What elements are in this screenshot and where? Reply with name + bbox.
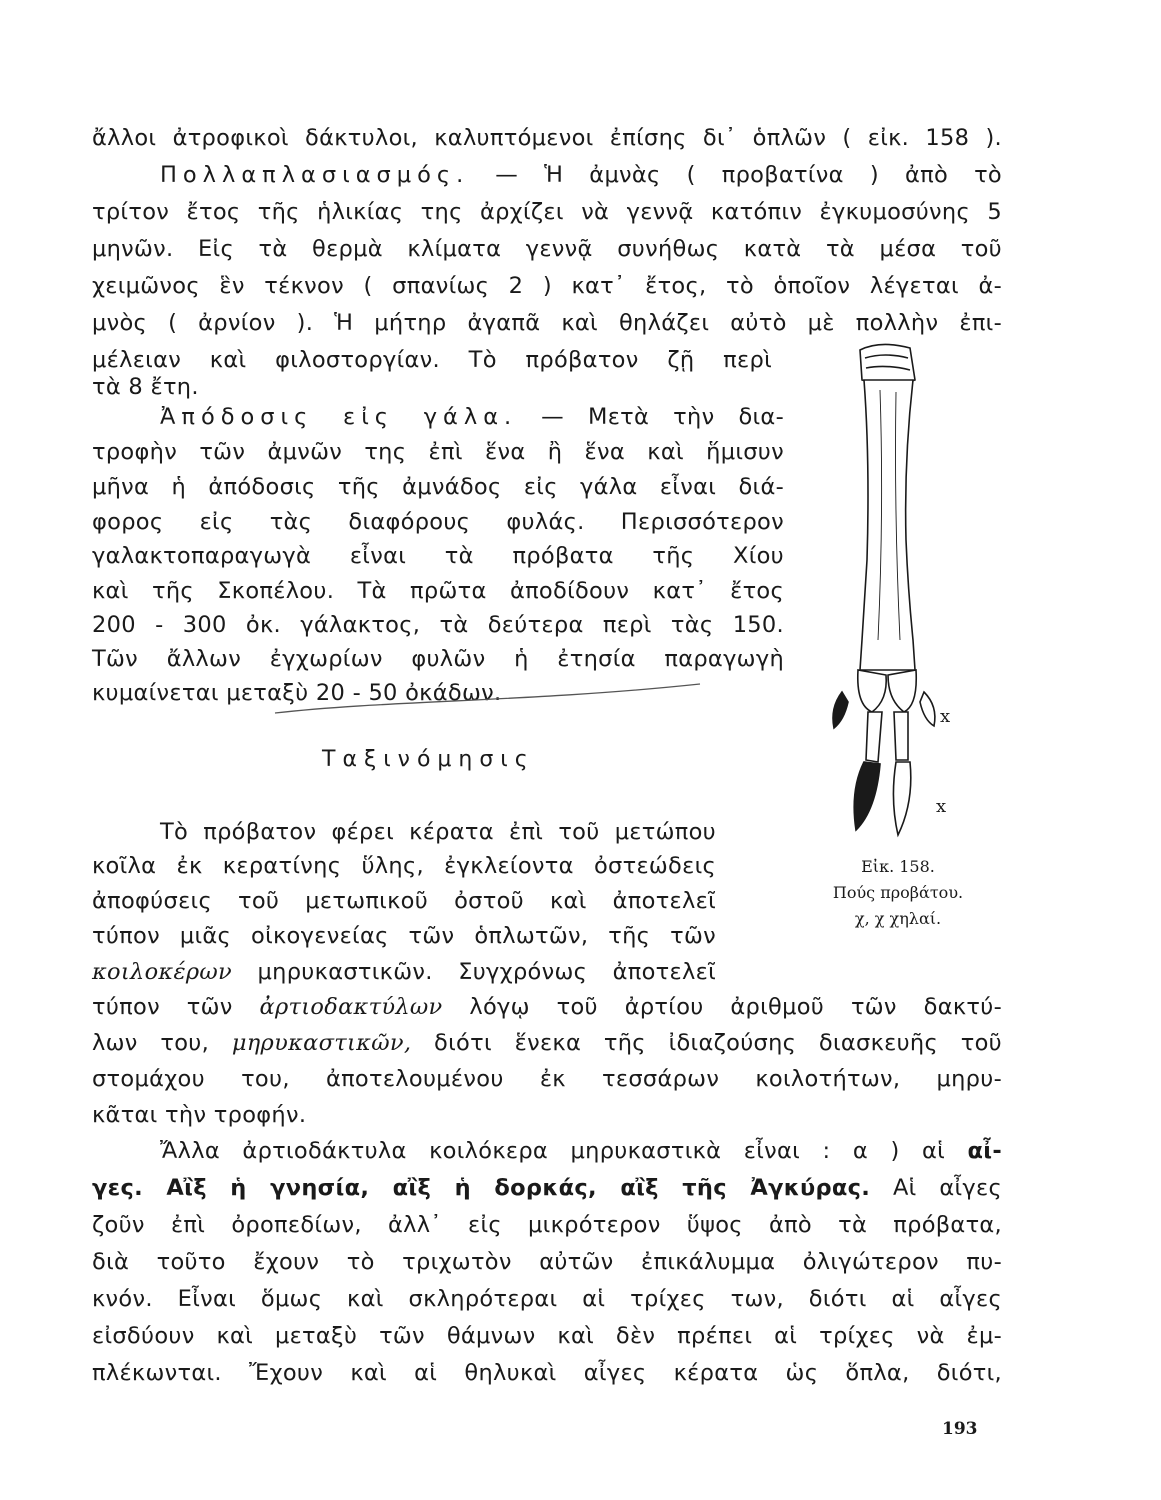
figure-mark-lower: x [936, 796, 947, 817]
text-line: τὰ 8 ἔτη. [92, 374, 199, 400]
text-line: μνὸς ( ἀρνίον ). Ἡ μήτηρ ἀγαπᾶ καὶ θηλάζει αὐτὸ μὲ πολλὴν ἐπι- [92, 310, 1002, 336]
italic-term: μηρυκαστικῶν, [231, 1030, 412, 1056]
italic-term: κοιλοκέρων [92, 959, 233, 985]
text-line: πλέκωνται. Ἔχουν καὶ αἱ θηλυκαὶ αἶγες κέρατα ὡς ὅπλα, διότι, [92, 1360, 1002, 1386]
text-run: λων του, [92, 1030, 232, 1056]
text-line: ἀποφύσεις τοῦ μετωπικοῦ ὀστοῦ καὶ ἀποτελεῖ [92, 888, 716, 914]
text-run: λόγῳ τοῦ ἀρτίου ἀριθμοῦ τῶν δακτύ- [442, 994, 1002, 1020]
text-line: τροφὴν τῶν ἀμνῶν της ἐπὶ ἕνα ἢ ἕνα καὶ ἥμισυν [92, 439, 784, 465]
text-line [160, 1136, 1002, 1166]
figure-caption-legend: χ, χ χηλαί. [854, 909, 942, 928]
text-run: Αἱ αἶγες [870, 1175, 1002, 1201]
text-line: γαλακτοπαραγωγὰ εἶναι τὰ πρόβατα τῆς Χίου [92, 543, 784, 569]
text-line: μηνῶν. Εἰς τὰ θερμὰ κλίματα γεννᾷ συνήθως κατὰ τὰ μέσα τοῦ [92, 236, 1002, 262]
text-line [160, 160, 1002, 190]
figure-caption-number: Εἰκ. 158. [861, 857, 935, 876]
section-title-multiplication: Πολλαπλασιασμός. [160, 162, 470, 188]
text-line: διὰ τοῦτο ἔχουν τὸ τριχωτὸν αὐτῶν ἐπικάλυμμα ὀλιγώτερον πυ- [92, 1249, 1002, 1275]
sheep-foot-illustration [820, 340, 980, 840]
text-run: μηρυκαστικῶν. Συγχρόνως ἀποτελεῖ [232, 959, 716, 985]
text-line: Τῶν ἄλλων ἐγχωρίων φυλῶν ἡ ἐτησία παραγωγὴ [92, 646, 784, 672]
text-line: τρίτον ἔτος τῆς ἡλικίας της ἀρχίζει νὰ γεννᾷ κατόπιν ἐγκυμοσύνης 5 [92, 199, 1002, 225]
text-line: εἰσδύουν καὶ μεταξὺ τῶν θάμνων καὶ δὲν πρέπει αἱ τρίχες νὰ ἐμ- [92, 1323, 1002, 1349]
text-line: κᾶται τὴν τροφήν. [92, 1102, 307, 1128]
text-line: Τὸ πρόβατον φέρει κέρατα ἐπὶ τοῦ μετώπου [160, 819, 716, 845]
italic-term: ἀρτιοδακτύλων [259, 994, 443, 1020]
text-line [92, 1173, 1002, 1203]
figure-caption-title: Πούς προβάτου. [832, 883, 964, 902]
text-line: μέλειαν καὶ φιλοστοργίαν. Τὸ πρόβατον ζῇ περὶ [92, 347, 772, 373]
text-line: κνόν. Εἶναι ὅμως καὶ σκληρότεραι αἱ τρίχες των, διότι αἱ αἶγες [92, 1286, 1002, 1312]
text-line: στομάχου του, ἀποτελουμένου ἐκ τεσσάρων κοιλοτήτων, μηρυ- [92, 1066, 1002, 1092]
text-run: Ἄλλα ἀρτιοδάκτυλα κοιλόκερα μηρυκαστικὰ εἶναι : α ) αἱ [160, 1138, 968, 1164]
text-run: — Μετὰ τὴν δια- [517, 404, 784, 430]
section-title-milk-yield: Ἀπόδοσις εἰς γάλα. [160, 404, 518, 430]
text-line [92, 957, 716, 987]
text-line [92, 1028, 1002, 1058]
section-heading-classification: Ταξινόμησις [322, 747, 535, 772]
text-line: ἄλλοι ἀτροφικοὶ δάκτυλοι, καλυπτόμενοι ἐπίσης δι᾽ ὁπλῶν ( εἰκ. 158 ). [92, 125, 1002, 151]
text-run: διότι ἕνεκα τῆς ἰδιαζούσης διασκευῆς τοῦ [411, 1030, 1002, 1056]
bold-term: γες. Αἲξ ἡ γνησία, αἲξ ἡ δορκάς, αἲξ τῆς Ἀγκύρας. [92, 1175, 871, 1201]
text-line: ζοῦν ἐπὶ ὀροπεδίων, ἀλλ᾽ εἰς μικρότερον ὕψος ἀπὸ τὰ πρόβατα, [92, 1212, 1002, 1238]
bold-term: αἶ- [967, 1138, 1002, 1164]
text-line: καὶ τῆς Σκοπέλου. Τὰ πρῶτα ἀποδίδουν κατ᾽ ἔτος [92, 578, 784, 604]
text-run: τύπον τῶν [92, 994, 260, 1020]
text-run: — Ἡ ἀμνὰς ( προβατίνα ) ἀπὸ τὸ [469, 162, 1002, 188]
text-line: χειμῶνος ἓν τέκνον ( σπανίως 2 ) κατ᾽ ἔτος, τὸ ὁποῖον λέγεται ἀ- [92, 273, 1002, 299]
text-line: 200 - 300 ὀκ. γάλακτος, τὰ δεύτερα περὶ τὰς 150. [92, 612, 784, 638]
text-line: κοῖλα ἐκ κερατίνης ὕλης, ἐγκλείοντα ὀστεώδεις [92, 853, 716, 879]
text-line [160, 402, 784, 432]
text-line: κυμαίνεται μεταξὺ 20 - 50 ὀκάδων. [92, 680, 502, 706]
text-line: φορος εἰς τὰς διαφόρους φυλάς. Περισσότερον [92, 509, 784, 535]
text-line: τύπον μιᾶς οἰκογενείας τῶν ὁπλωτῶν, τῆς τῶν [92, 923, 716, 949]
text-line [92, 992, 1002, 1022]
text-line: μῆνα ἡ ἀπόδοσις τῆς ἀμνάδος εἰς γάλα εἶναι διά- [92, 474, 784, 500]
divider-flourish [270, 680, 710, 720]
figure-mark-upper: x [940, 706, 951, 727]
page-number: 193 [942, 1419, 978, 1439]
